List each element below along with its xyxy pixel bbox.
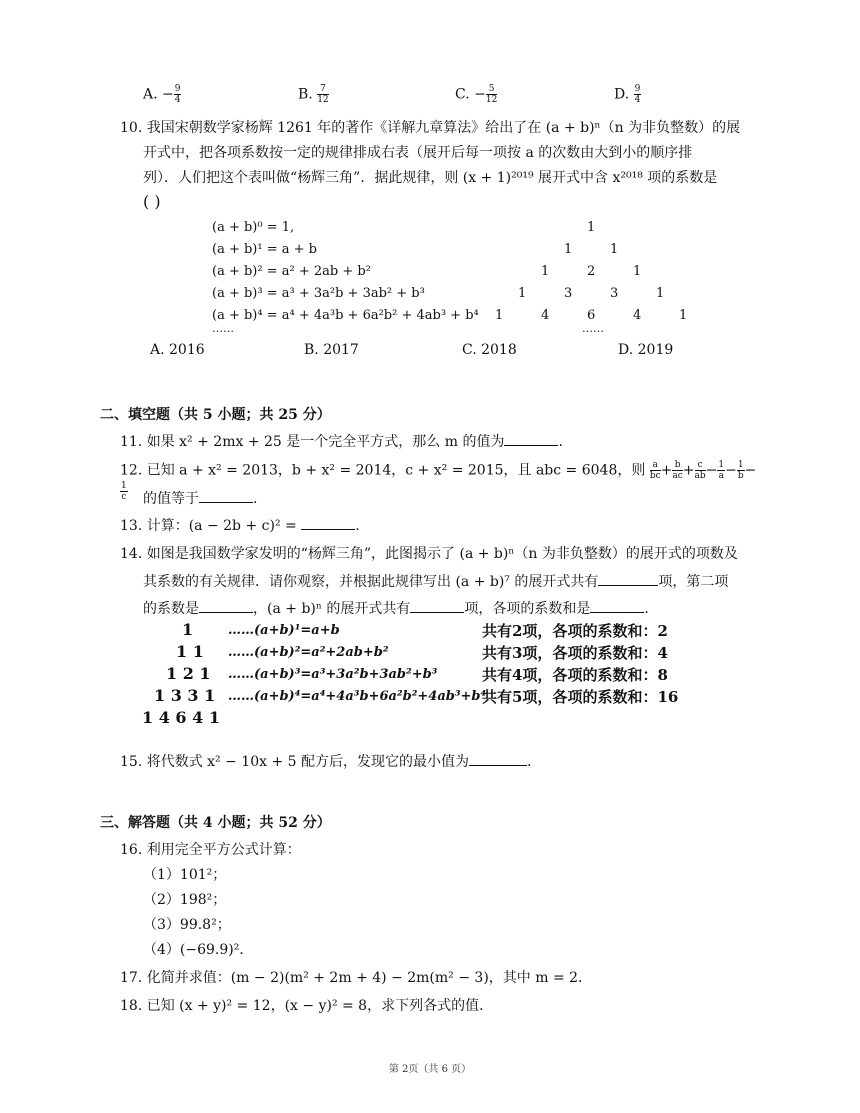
fig-note-3: 共有4项，各项的系数和：8 [482, 666, 668, 684]
triangle-r4-c2: 6 [587, 308, 596, 323]
triangle-r3-c2: 3 [610, 286, 619, 301]
q10-answer-bracket: ( ) [143, 192, 161, 211]
fig-triangle-row3: 1 2 1 [166, 664, 211, 683]
section-solve-title: 三、解答题（共 4 小题；共 52 分） [100, 815, 331, 831]
q9-option-b: B. $\frac{7}{12}$ [298, 84, 329, 105]
q10-line1: 10. 我国宋朝数学家杨辉 1261 年的著作《详解九章算法》给出了在 (a + b)ⁿ（n 为非负整数）的展 [120, 120, 741, 136]
fig-note-4: 共有5项，各项的系数和：16 [482, 688, 679, 706]
q10-line2: 开式中，把各项系数按一定的规律排成右表（展开后每一项按 a 的次数由大到小的顺序排 [143, 145, 693, 161]
triangle-dots: …… [582, 322, 604, 335]
fig-triangle-row2: 1 1 [176, 642, 204, 661]
q12-line1: 12. 已知 a + x² = 2013，b + x² = 2014，c + x² = 2015，且 abc = 6048，则 $\frac{a}{bc}$ + $\frac{b}{ac}$ + $\frac{c}{ab}$ − $\frac{1}{a}$ − $\frac{1}{b}$ − $\frac{1}{c}$ [120, 460, 757, 502]
expansion-2: (a + b)² = a² + 2ab + b² [212, 264, 371, 279]
triangle-r0-c0: 1 [587, 220, 596, 235]
q9-option-c: C. − $\frac{5}{12}$ [455, 84, 498, 105]
q17: 17. 化简并求值：(m − 2)(m² + 2m + 4) − 2m(m² − 3)，其中 m = 2． [120, 970, 593, 986]
expansion-dots: …… [212, 322, 234, 335]
triangle-r3-c1: 3 [564, 286, 573, 301]
q14-line3: 的系数是 ，(a + b)ⁿ 的展开式共有 项，各项的系数和是 . [143, 601, 649, 617]
q10-option-a: A. 2016 [150, 342, 205, 358]
triangle-r1-c1: 1 [610, 242, 619, 257]
triangle-r3-c0: 1 [518, 286, 527, 301]
q16-item-1: （1）101²； [143, 867, 227, 883]
fig-note-1: 共有2项，各项的系数和：2 [482, 622, 668, 640]
fig-formula-1: ……(a+b)¹=a+b [228, 623, 340, 638]
q12-line2: 的值等于 . [143, 491, 258, 507]
triangle-r4-c0: 1 [495, 308, 504, 323]
fig-formulas [228, 620, 486, 708]
fig-notes [482, 620, 678, 708]
triangle-r4-c4: 1 [679, 308, 688, 323]
q16-item-3: （3）99.8²； [143, 917, 231, 933]
triangle-r4-c3: 4 [633, 308, 642, 323]
q16-item-2: （2）198²； [143, 892, 227, 908]
q9-option-d: D. $\frac{9}{4}$ [614, 84, 641, 105]
triangle-r1-c0: 1 [564, 242, 573, 257]
q10-option-b: B. 2017 [304, 342, 359, 358]
q18: 18. 已知 (x + y)² = 12，(x − y)² = 8，求下列各式的值． [120, 998, 494, 1014]
triangle-r2-c2: 1 [633, 264, 642, 279]
fig-triangle [140, 620, 230, 738]
fig-note-2: 共有3项，各项的系数和：4 [482, 644, 668, 662]
q10-option-d: D. 2019 [618, 342, 674, 358]
q14-line2: 其系数的有关规律．请你观察，并根据此规律写出 (a + b)⁷ 的展开式共有 项，第二项 [143, 574, 729, 590]
q11: 11. 如果 x² + 2mx + 25 是一个完全平方式，那么 m 的值为 . [120, 434, 563, 450]
triangle-r2-c0: 1 [541, 264, 550, 279]
page-footer: 第 2页（共 6 页） [388, 1064, 472, 1075]
fig-triangle-row1: 1 [182, 620, 194, 639]
fig-formula-2: ……(a+b)²=a²+2ab+b² [228, 645, 389, 660]
fig-triangle-row5: 1 4 6 4 1 [142, 708, 220, 727]
expansion-1: (a + b)¹ = a + b [212, 242, 317, 257]
q14-figure [140, 620, 700, 738]
fig-triangle-row4: 1 3 3 1 [154, 686, 216, 705]
q9-option-a: A. − $\frac{9}{4}$ [143, 84, 181, 105]
q10-line3: 列）．人们把这个表叫做“杨辉三角”．据此规律，则 (x + 1)²⁰¹⁹ 展开式中含 x²⁰¹⁸ 项的系数是 [143, 170, 718, 186]
q15: 15. 将代数式 x² − 10x + 5 配方后，发现它的最小值为 . [120, 754, 532, 770]
section-fill-in-title: 二、填空题（共 5 小题；共 25 分） [100, 407, 331, 423]
triangle-r3-c3: 1 [656, 286, 665, 301]
fig-formula-4: ……(a+b)⁴=a⁴+4a³b+6a²b²+4ab³+b⁴ [228, 689, 487, 704]
q10-option-c: C. 2018 [462, 342, 517, 358]
expansion-3: (a + b)³ = a³ + 3a²b + 3ab² + b³ [212, 286, 425, 301]
q16-stem: 16. 利用完全平方公式计算： [120, 842, 301, 858]
fig-formula-3: ……(a+b)³=a³+3a²b+3ab²+b³ [228, 667, 438, 682]
q13: 13. 计算：(a − 2b + c)² = . [120, 518, 360, 534]
q16-item-4: （4）(−69.9)²． [143, 942, 254, 958]
triangle-r2-c1: 2 [587, 264, 596, 279]
expansion-0: (a + b)⁰ = 1, [212, 220, 295, 235]
expansion-4: (a + b)⁴ = a⁴ + 4a³b + 6a²b² + 4ab³ + b⁴ [212, 308, 479, 323]
q14-line1: 14. 如图是我国数学家发明的“杨辉三角”，此图揭示了 (a + b)ⁿ（n 为非负整数）的展开式的项数及 [120, 546, 738, 562]
triangle-r4-c1: 4 [541, 308, 550, 323]
